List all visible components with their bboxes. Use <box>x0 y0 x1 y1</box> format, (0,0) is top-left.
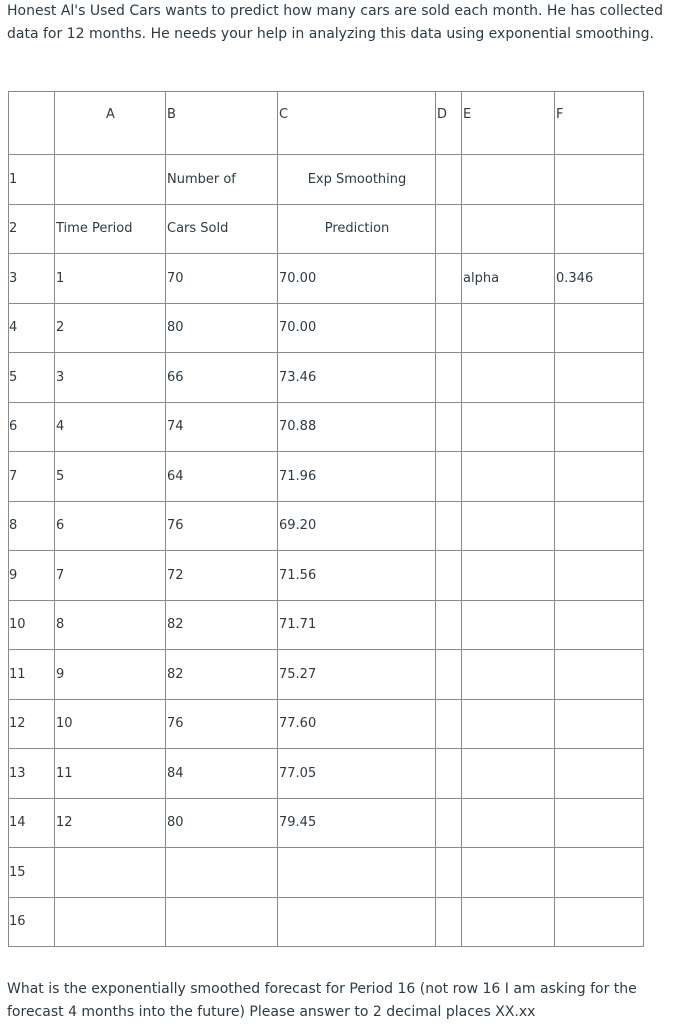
cell-e <box>462 798 555 848</box>
cell-d <box>436 353 462 403</box>
cell-e <box>462 204 555 254</box>
cell-c: 69.20 <box>278 501 436 551</box>
cell-c: 79.45 <box>278 798 436 848</box>
cell-b: 82 <box>166 650 278 700</box>
cell-d <box>436 897 462 947</box>
cell-c: 77.05 <box>278 749 436 799</box>
row-number-cell: 4 <box>9 303 55 353</box>
cell-e <box>462 402 555 452</box>
cell-f <box>555 699 644 749</box>
cell-d <box>436 699 462 749</box>
cell-b: Cars Sold <box>166 204 278 254</box>
table-row <box>9 254 644 304</box>
cell-b <box>166 848 278 898</box>
cell-b: 80 <box>166 303 278 353</box>
table-row <box>9 798 644 848</box>
cell-d <box>436 600 462 650</box>
corner-cell <box>9 92 55 155</box>
cell-e <box>462 600 555 650</box>
cell-a: 2 <box>55 303 166 353</box>
cell-f <box>555 600 644 650</box>
cell-b: 76 <box>166 699 278 749</box>
cell-f <box>555 848 644 898</box>
cell-d <box>436 798 462 848</box>
table-row <box>9 699 644 749</box>
cell-c: 71.71 <box>278 600 436 650</box>
cell-e <box>462 501 555 551</box>
cell-a: 12 <box>55 798 166 848</box>
row-number-cell: 14 <box>9 798 55 848</box>
row-number-cell: 11 <box>9 650 55 700</box>
cell-a: Time Period <box>55 204 166 254</box>
cell-a <box>55 897 166 947</box>
column-header-row <box>9 92 644 155</box>
row-number-cell: 1 <box>9 155 55 205</box>
row-number-cell: 15 <box>9 848 55 898</box>
cell-a <box>55 848 166 898</box>
cell-f <box>555 155 644 205</box>
cell-a: 3 <box>55 353 166 403</box>
cell-b: 66 <box>166 353 278 403</box>
cell-c <box>278 897 436 947</box>
column-header-c: C <box>278 92 436 155</box>
cell-d <box>436 402 462 452</box>
cell-b <box>166 897 278 947</box>
cell-f <box>555 353 644 403</box>
row-number-cell: 10 <box>9 600 55 650</box>
cell-c <box>278 848 436 898</box>
cell-e <box>462 353 555 403</box>
cell-b: 76 <box>166 501 278 551</box>
table-row <box>9 353 644 403</box>
cell-e <box>462 749 555 799</box>
table-row <box>9 600 644 650</box>
column-header-d: D <box>436 92 462 155</box>
table-row <box>9 452 644 502</box>
question-text: What is the exponentially smoothed forecast for Period 16 (not row 16 I am asking for the forecast 4 months into the future) Please answer to 2 decimal places XX.xx <box>7 981 637 1020</box>
cell-e <box>462 897 555 947</box>
cell-c: 75.27 <box>278 650 436 700</box>
spreadsheet-table <box>8 91 644 947</box>
row-number-cell: 16 <box>9 897 55 947</box>
cell-e <box>462 452 555 502</box>
table-row <box>9 749 644 799</box>
cell-f: 0.346 <box>555 254 644 304</box>
cell-c: Prediction <box>278 204 436 254</box>
table-row <box>9 155 644 205</box>
cell-a <box>55 155 166 205</box>
table-row <box>9 897 644 947</box>
cell-d <box>436 749 462 799</box>
table-row <box>9 551 644 601</box>
row-number-cell: 9 <box>9 551 55 601</box>
cell-b: 64 <box>166 452 278 502</box>
cell-c: 70.00 <box>278 303 436 353</box>
cell-d <box>436 848 462 898</box>
cell-f <box>555 303 644 353</box>
cell-b: 80 <box>166 798 278 848</box>
cell-e <box>462 848 555 898</box>
cell-e <box>462 155 555 205</box>
cell-f <box>555 798 644 848</box>
cell-f <box>555 501 644 551</box>
column-header-b: B <box>166 92 278 155</box>
cell-a: 7 <box>55 551 166 601</box>
cell-d <box>436 501 462 551</box>
cell-d <box>436 204 462 254</box>
table-row <box>9 848 644 898</box>
row-number-cell: 5 <box>9 353 55 403</box>
cell-f <box>555 551 644 601</box>
cell-f <box>555 650 644 700</box>
cell-d <box>436 551 462 601</box>
row-number-cell: 2 <box>9 204 55 254</box>
cell-b: 82 <box>166 600 278 650</box>
cell-a: 6 <box>55 501 166 551</box>
cell-e <box>462 551 555 601</box>
cell-a: 8 <box>55 600 166 650</box>
cell-b: Number of <box>166 155 278 205</box>
table-row <box>9 402 644 452</box>
cell-f <box>555 204 644 254</box>
cell-b: 84 <box>166 749 278 799</box>
cell-a: 4 <box>55 402 166 452</box>
cell-e <box>462 699 555 749</box>
cell-d <box>436 254 462 304</box>
table-row <box>9 501 644 551</box>
cell-c: 77.60 <box>278 699 436 749</box>
cell-c: 70.00 <box>278 254 436 304</box>
column-header-e: E <box>462 92 555 155</box>
row-number-cell: 12 <box>9 699 55 749</box>
cell-b: 72 <box>166 551 278 601</box>
cell-f <box>555 749 644 799</box>
cell-f <box>555 452 644 502</box>
table-row <box>9 204 644 254</box>
intro-text: Honest Al's Used Cars wants to predict how many cars are sold each month. He has collected data for 12 months. He needs your help in analyzing this data using exponential smoothing. <box>7 3 664 42</box>
cell-a: 5 <box>55 452 166 502</box>
cell-f <box>555 402 644 452</box>
cell-a: 9 <box>55 650 166 700</box>
cell-c: 70.88 <box>278 402 436 452</box>
row-number-cell: 6 <box>9 402 55 452</box>
cell-c: 71.56 <box>278 551 436 601</box>
cell-c: Exp Smoothing <box>278 155 436 205</box>
table-row <box>9 650 644 700</box>
cell-e: alpha <box>462 254 555 304</box>
cell-a: 10 <box>55 699 166 749</box>
cell-c: 71.96 <box>278 452 436 502</box>
cell-a: 1 <box>55 254 166 304</box>
cell-b: 74 <box>166 402 278 452</box>
cell-c: 73.46 <box>278 353 436 403</box>
cell-b: 70 <box>166 254 278 304</box>
cell-e <box>462 303 555 353</box>
cell-d <box>436 155 462 205</box>
row-number-cell: 8 <box>9 501 55 551</box>
cell-e <box>462 650 555 700</box>
cell-d <box>436 452 462 502</box>
table-row <box>9 303 644 353</box>
row-number-cell: 13 <box>9 749 55 799</box>
cell-d <box>436 303 462 353</box>
cell-f <box>555 897 644 947</box>
cell-d <box>436 650 462 700</box>
column-header-f: F <box>555 92 644 155</box>
cell-a: 11 <box>55 749 166 799</box>
row-number-cell: 7 <box>9 452 55 502</box>
column-header-a: A <box>55 92 166 155</box>
row-number-cell: 3 <box>9 254 55 304</box>
